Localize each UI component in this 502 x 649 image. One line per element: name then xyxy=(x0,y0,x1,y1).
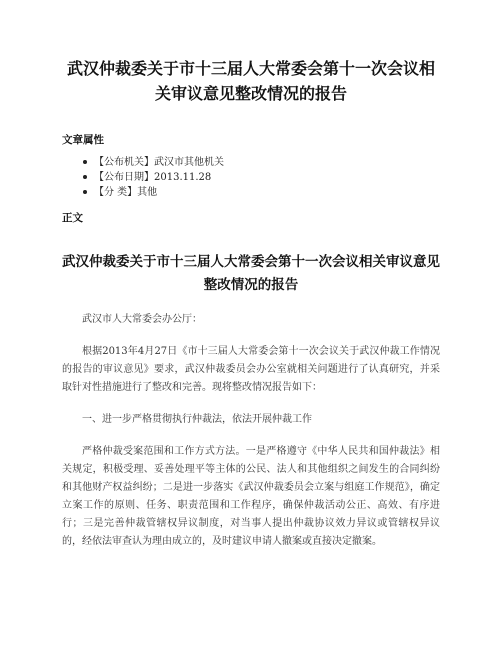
bullet-icon xyxy=(83,190,87,194)
attributes-label: 文章属性 xyxy=(62,134,104,146)
paragraph-section-1: 严格仲裁受案范围和工作方式方法。一是严格遵守《中华人民共和国仲裁法》相关规定，积极受理、妥善处理平等主体的公民、法人和其他组织之间发生的合同纠纷和其他财产权益纠纷；二是进一步落实《武汉仲裁委员会立案与组庭工作规范》，确定立案工作的原则、任务、职责范围和工作程序，确保仲裁活动公正、高效、有序进行；三是完善仲裁管辖权异议制度，对当事人提出仲裁协议效力异议或管辖权异议的，经依法审查认为理由成立的，及时建议申请人撤案或直接决定撤案。 xyxy=(62,446,440,547)
document-title: 武汉仲裁委关于市十三届人大常委会第十一次会议相关审议意见整改情况的报告 xyxy=(66,59,435,103)
body-label: 正文 xyxy=(62,212,83,224)
attribute-date xyxy=(94,170,440,185)
attribute-publisher xyxy=(94,155,440,170)
body-title: 武汉仲裁委关于市十三届人大常委会第十一次会议相关审议意见整改情况的报告 xyxy=(62,254,440,293)
attribute-text: 【分 类】其他 xyxy=(94,187,158,198)
paragraph-intro: 根据2013年4月27日《市十三届人大常委会第十一次会议关于武汉仲裁工作情况的报告的审议意见》要求，武汉仲裁委员会办公室就相关问题进行了认真研究，并采取针对性措施进行了整改和完善。现将整改情况报告如下： xyxy=(62,346,440,393)
bullet-icon xyxy=(83,175,87,179)
attributes-list xyxy=(62,155,440,200)
attribute-category xyxy=(94,185,440,200)
attribute-text: 【公布机关】武汉市其他机关 xyxy=(94,157,224,168)
addressee: 武汉市人大常委会办公厅： xyxy=(82,314,202,325)
attribute-text: 【公布日期】2013.11.28 xyxy=(94,172,212,183)
bullet-icon xyxy=(83,160,87,164)
section-heading: 一、进一步严格贯彻执行仲裁法，依法开展仲裁工作 xyxy=(82,414,312,425)
